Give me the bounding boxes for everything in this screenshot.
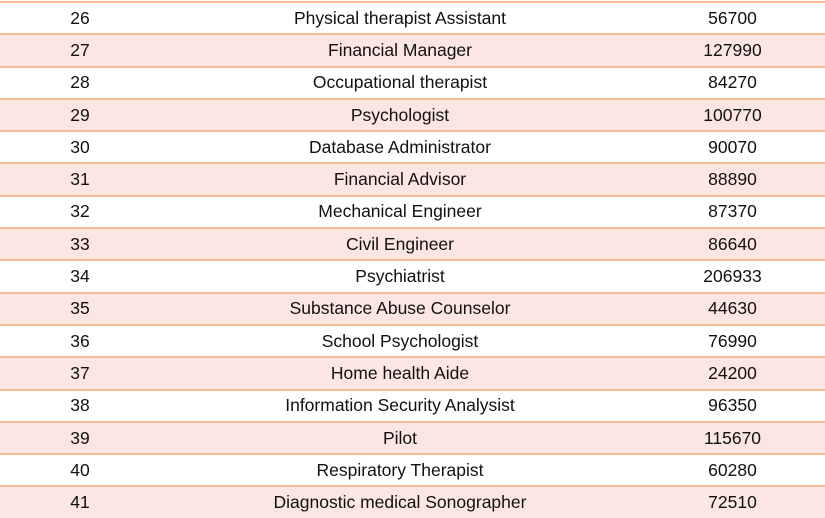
job-title-cell: Substance Abuse Counselor [289,298,511,319]
table-row [0,195,825,227]
job-title-cell: Financial Advisor [333,169,467,190]
row-number: 35 [70,298,90,319]
job-title-cell: Financial Manager [328,39,472,60]
job-title-cell: Physical therapist Assistant [293,7,507,28]
row-number: 36 [70,330,90,351]
salary-cell: 72510 [708,492,757,513]
salary-table [0,1,825,518]
job-title-cell: Mechanical Engineer [318,201,482,222]
row-number: 33 [70,233,90,254]
job-title-cell: Pilot [382,427,418,448]
salary-cell: 96350 [708,395,757,416]
row-number: 41 [70,492,90,513]
job-title-cell: Information Security Analysist [285,395,515,416]
row-number: 34 [70,266,90,287]
salary-cell: 44630 [708,298,757,319]
row-number: 26 [70,7,90,28]
table-row [0,356,825,388]
row-number: 29 [70,104,90,125]
table-row [0,227,825,259]
salary-cell: 88890 [708,169,757,190]
job-title-cell: Occupational therapist [312,72,488,93]
row-number: 27 [70,39,90,60]
table-row [0,98,825,130]
job-title-cell: Respiratory Therapist [316,459,484,480]
table-row [0,389,825,421]
row-number: 31 [70,169,90,190]
table-row [0,292,825,324]
salary-cell: 115670 [703,427,762,448]
salary-cell: 76990 [708,330,757,351]
table-row [0,130,825,162]
row-number: 40 [70,459,90,480]
row-number: 32 [70,201,90,222]
row-number: 30 [70,136,90,157]
row-number: 38 [70,395,90,416]
salary-cell: 90070 [708,136,757,157]
table-row [0,162,825,194]
salary-cell: 60280 [708,459,757,480]
table-row [0,421,825,453]
job-title-cell: Database Administrator [309,136,491,157]
salary-cell: 24200 [708,362,757,383]
table-row [0,259,825,291]
salary-cell: 127990 [703,39,762,60]
salary-cell: 56700 [708,7,757,28]
job-title-cell: Psychologist [350,104,450,125]
job-title-cell: Psychiatrist [355,266,445,287]
row-number: 28 [70,72,90,93]
table-row [0,66,825,98]
job-title-cell: School Psychologist [321,330,479,351]
row-number: 39 [70,427,90,448]
job-title-cell: Home health Aide [330,362,470,383]
table-row [0,485,825,517]
table-row [0,33,825,65]
salary-cell: 206933 [703,266,762,287]
salary-cell: 86640 [708,233,757,254]
table-row [0,453,825,485]
job-title-cell: Civil Engineer [346,233,454,254]
salary-cell: 87370 [708,201,757,222]
salary-cell: 100770 [703,104,762,125]
salary-cell: 84270 [708,72,757,93]
row-number: 37 [70,362,90,383]
table-row [0,324,825,356]
job-title-cell: Diagnostic medical Sonographer [273,492,527,513]
table-row [0,1,825,33]
